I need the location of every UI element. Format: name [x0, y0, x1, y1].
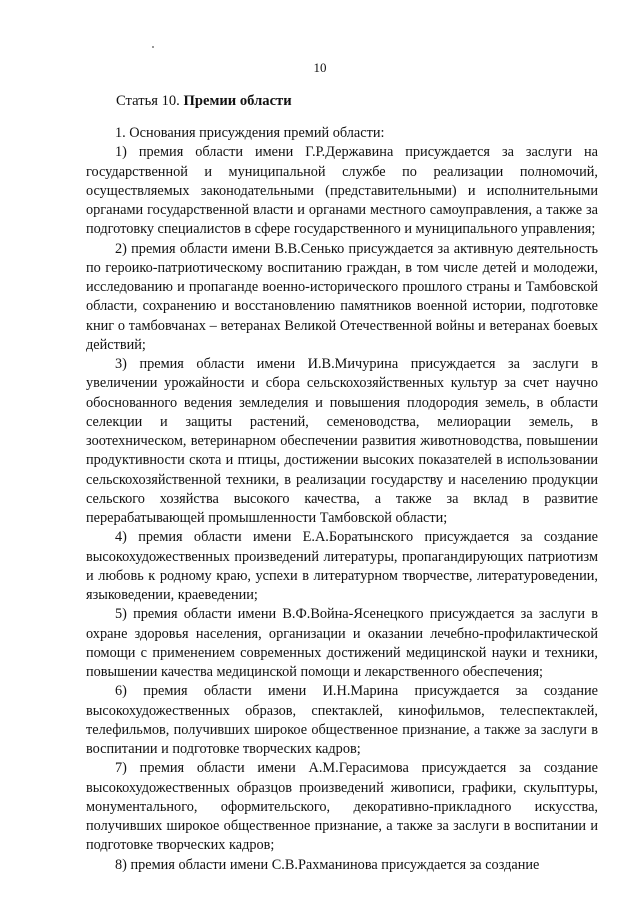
paragraph-intro: 1. Основания присуждения премий области: [115, 125, 385, 141]
paragraph-item-8: 8) премия области имени С.В.Рахманинова присуждается за создание [115, 856, 540, 873]
scan-speck [152, 46, 154, 48]
paragraph-item-4: 4) премия области имени Е.А.Боратынского присуждается за создание высокохудожественных произведений литературы, пропагандирующих патриотизм и любовь к родному краю, успехи в литературном творчестве, литературоведении, языковедении, краеведении; [86, 529, 598, 603]
article-body [86, 124, 598, 875]
article-title: Премии области [183, 93, 292, 109]
article-label: Статья 10. [116, 93, 180, 109]
paragraph-item-5: 5) премия области имени В.Ф.Война-Ясенецкого присуждается за заслуги в охране здоровья населения, организации и оказании лечебно-профилактической помощи с применением современных достижений медицинской науки и техники, повышении качества медицинской помощи и лекарственного обеспечения; [86, 606, 598, 680]
paragraph-item-1: 1) премия области имени Г.Р.Державина присуждается за заслуги на государственной и муниципальной службе по реализации полномочий, осуществляемых законодательными (представительными) и исполнительными органами государственной власти и органами местного самоуправления, а также за подготовку специалистов в сфере государственного и муниципального управления; [86, 144, 598, 238]
paragraph-item-6: 6) премия области имени И.Н.Марина присуждается за создание высокохудожественных образов, спектаклей, кинофильмов, телеспектаклей, телефильмов, получивших широкое общественное признание, а также за заслуги в воспитании и подготовке творческих кадров; [86, 683, 598, 757]
page-number: 10 [313, 60, 327, 75]
paragraph-item-3: 3) премия области имени И.В.Мичурина присуждается за заслуги в увеличении урожайности и сбора сельскохозяйственных культур за счет научно обоснованного ведения земледелия и повышения плодородия земель, в области селекции и защиты растений, семеноводства, мелиорации земель, в зоотехническом, ветеринарном обеспечении развития животноводства, повышении продуктивности скота и птицы, достижении высоких показателей в использовании сельскохозяйственной техники, в реализации государству и населению продукции сельского хозяйства высокого качества, а также за вклад в развитие перерабатывающей промышленности Тамбовской области; [86, 356, 598, 526]
paragraph-item-7: 7) премия области имени А.М.Герасимова присуждается за создание высокохудожественных образцов произведений живописи, графики, скульптуры, монументального, оформительского, декоративно-прикладного искусства, получивших широкое общественное признание, а также за заслуги в воспитании и подготовке творческих кадров; [86, 760, 598, 854]
paragraph-item-2: 2) премия области имени В.В.Сенько присуждается за активную деятельность по героико-патриотическому воспитанию граждан, в том числе детей и молодежи, исследованию и пропаганде военно-исторического прошлого страны и Тамбовской области, сохранению и восстановлению памятников военной истории, подготовке книг о тамбовчанах – ветеранах Великой Отечественной войны и ветеранах боевых действий; [86, 240, 598, 353]
article-heading [116, 92, 292, 110]
